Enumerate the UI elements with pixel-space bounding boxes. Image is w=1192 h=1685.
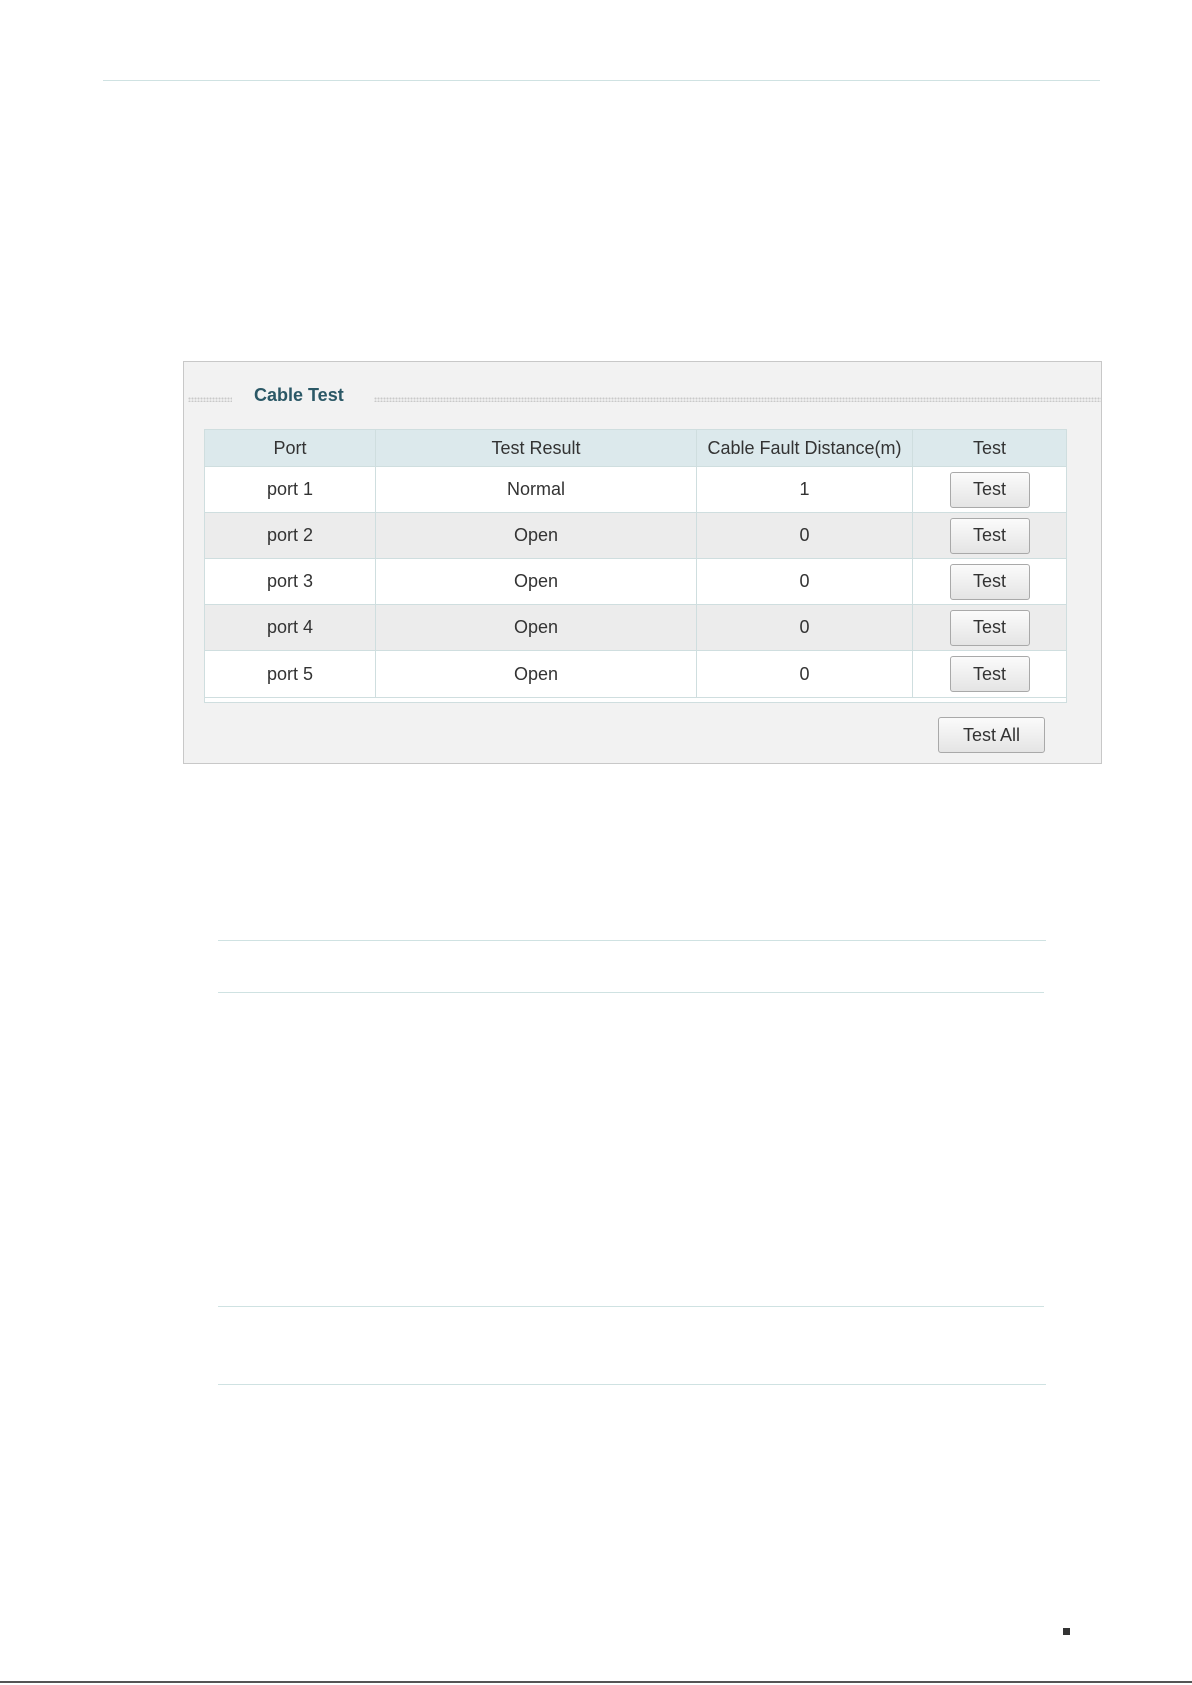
table-footer-spacer	[205, 698, 1067, 703]
port-cell: port 3	[205, 559, 376, 605]
test-result-cell: Open	[376, 559, 697, 605]
table-row	[205, 605, 1067, 651]
test-port-2-button[interactable]: Test	[950, 518, 1030, 554]
table-rule-top-2	[218, 1306, 1044, 1307]
test-port-5-button[interactable]: Test	[950, 656, 1030, 692]
table-row	[205, 513, 1067, 559]
table-rule-header	[218, 992, 1044, 993]
test-cell	[913, 605, 1067, 651]
fault-distance-cell: 0	[697, 513, 913, 559]
test-result-cell: Open	[376, 651, 697, 698]
footer-rule	[0, 1681, 1192, 1683]
test-port-1-button[interactable]: Test	[950, 472, 1030, 508]
page-marker	[1063, 1628, 1070, 1635]
column-header-fault-distance: Cable Fault Distance(m)	[697, 430, 913, 467]
column-header-port: Port	[205, 430, 376, 467]
test-port-3-button[interactable]: Test	[950, 564, 1030, 600]
table-row	[205, 651, 1067, 698]
test-cell	[913, 651, 1067, 698]
fault-distance-cell: 0	[697, 651, 913, 698]
table-row	[205, 467, 1067, 513]
test-cell	[913, 559, 1067, 605]
test-result-cell: Normal	[376, 467, 697, 513]
port-cell: port 5	[205, 651, 376, 698]
test-all-button[interactable]: Test All	[938, 717, 1045, 753]
table-header-row	[205, 430, 1067, 467]
table-rule-top	[218, 940, 1046, 941]
column-header-test: Test	[913, 430, 1067, 467]
port-cell: port 1	[205, 467, 376, 513]
test-result-cell: Open	[376, 605, 697, 651]
cable-test-table	[204, 429, 1067, 703]
test-cell	[913, 513, 1067, 559]
fault-distance-cell: 1	[697, 467, 913, 513]
table-row	[205, 559, 1067, 605]
legend-dots-left	[188, 397, 232, 402]
table-rule-bottom-2	[218, 1384, 1046, 1385]
test-cell	[913, 467, 1067, 513]
column-header-test-result: Test Result	[376, 430, 697, 467]
test-port-4-button[interactable]: Test	[950, 610, 1030, 646]
fault-distance-cell: 0	[697, 605, 913, 651]
port-cell: port 2	[205, 513, 376, 559]
port-cell: port 4	[205, 605, 376, 651]
cable-test-panel	[183, 361, 1102, 764]
table-footer-row	[205, 698, 1067, 703]
test-result-cell: Open	[376, 513, 697, 559]
header-rule	[103, 80, 1100, 81]
legend-dots-right	[374, 397, 1101, 402]
panel-title: Cable Test	[254, 385, 344, 405]
fault-distance-cell: 0	[697, 559, 913, 605]
